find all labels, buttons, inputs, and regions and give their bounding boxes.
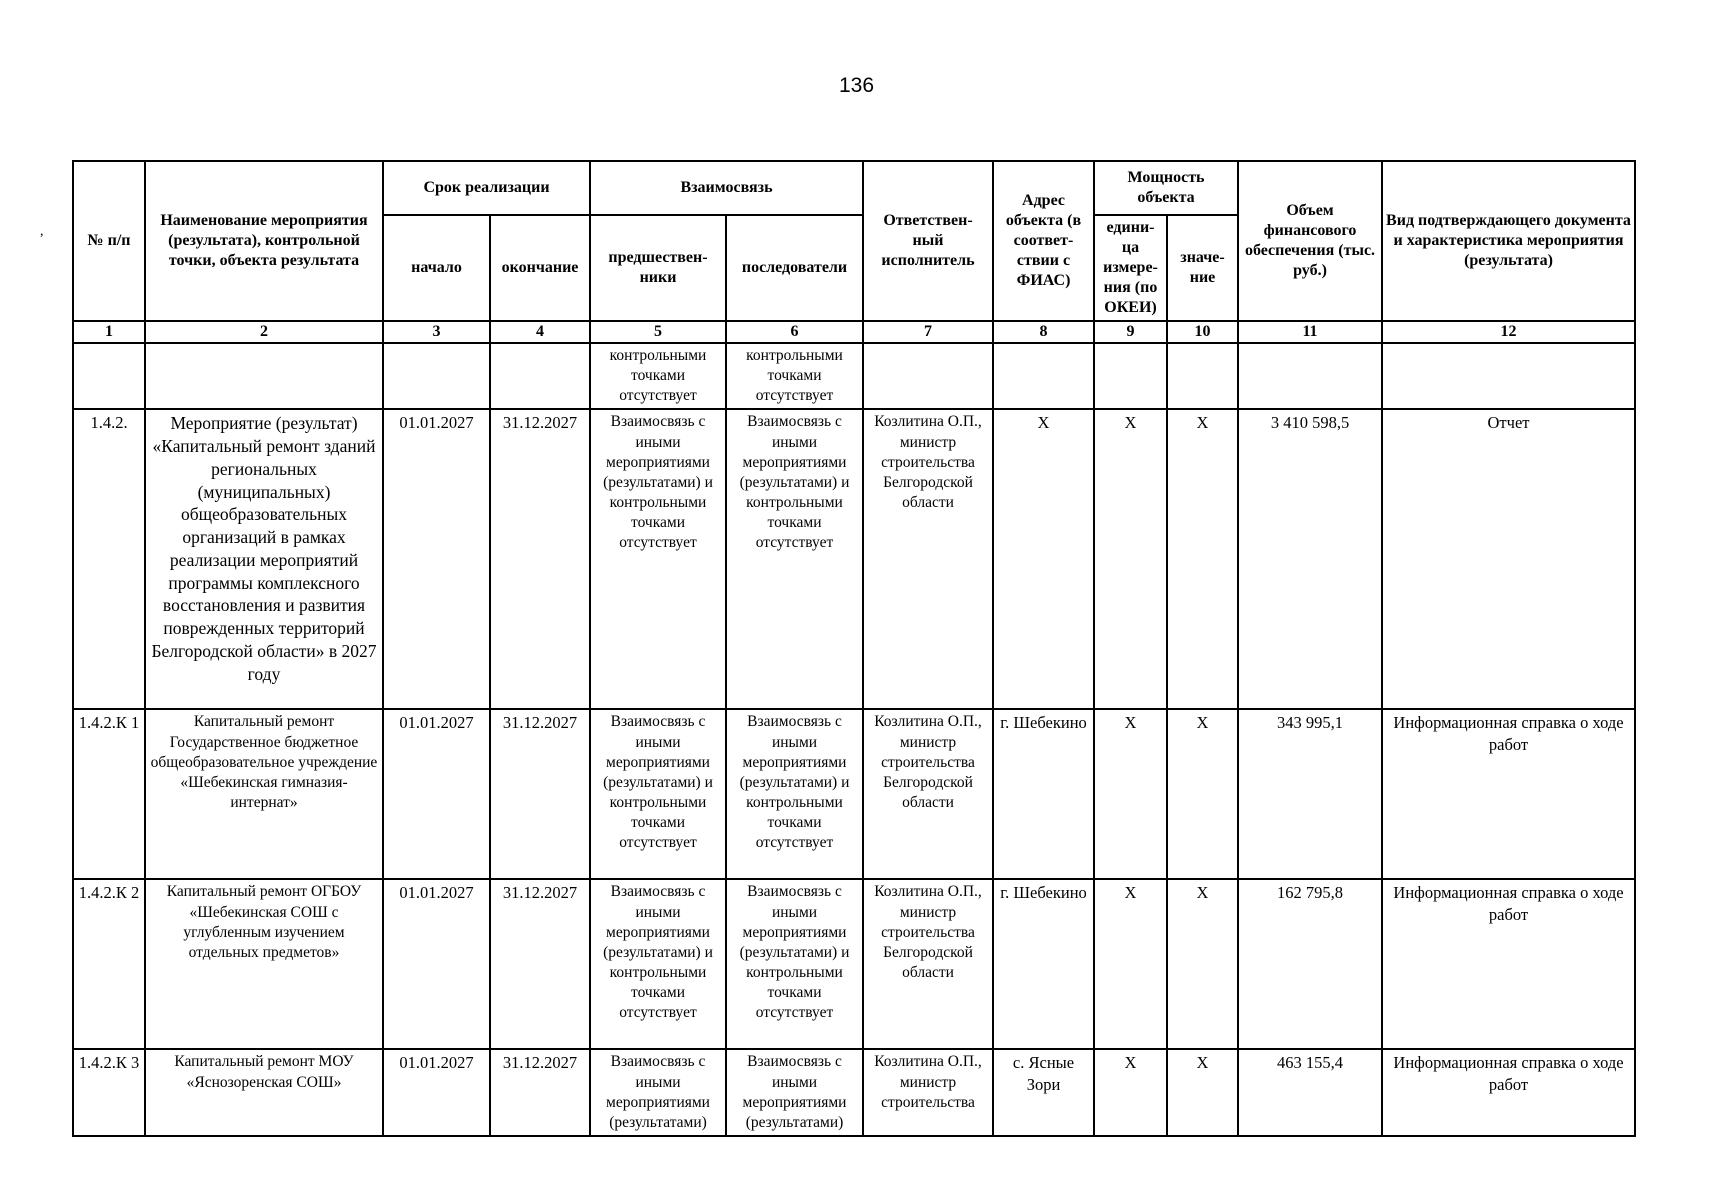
row-document: Отчет (1382, 409, 1635, 709)
row-unit: Х (1094, 1049, 1167, 1136)
row-predecessors: Взаимосвязь с иными мероприятиями (результатами) и контрольными точками отсутствует (590, 409, 726, 709)
header-end: окончание (490, 215, 590, 321)
table-row (73, 409, 1635, 709)
table-row (73, 709, 1635, 879)
table-cell (863, 343, 993, 409)
row-successors: Взаимосвязь с иными мероприятиями (результатами) и контрольными точками отсутствует (726, 709, 863, 879)
row-document: Информационная справка о ходе работ (1382, 1049, 1635, 1136)
row-responsible: Козлитина О.П., министр строительства Белгородской области (863, 409, 993, 709)
column-number: 10 (1167, 321, 1238, 343)
table-cell (383, 343, 490, 409)
successors-cell: контрольными точками отсутствует (726, 343, 863, 409)
row-number: 1.4.2.К 2 (73, 879, 145, 1049)
column-number: 5 (590, 321, 726, 343)
column-number: 8 (993, 321, 1094, 343)
header-unit: едини- ца измере- ния (по ОКЕИ) (1094, 215, 1167, 321)
activities-table (72, 160, 1636, 1137)
header-capacity: Мощность объекта (1094, 161, 1238, 215)
header-row-1 (73, 161, 1635, 215)
column-number-row (73, 321, 1635, 343)
scan-mark: , (40, 224, 44, 239)
continuation-row (73, 343, 1635, 409)
row-responsible: Козлитина О.П., министр строительства Белгородской области (863, 879, 993, 1049)
column-number: 6 (726, 321, 863, 343)
row-start-date: 01.01.2027 (383, 409, 490, 709)
page-number: 136 (838, 74, 875, 97)
row-financing: 3 410 598,5 (1238, 409, 1382, 709)
row-address: Х (993, 409, 1094, 709)
row-predecessors: Взаимосвязь с иными мероприятиями (результатами) (590, 1049, 726, 1136)
row-end-date: 31.12.2027 (490, 1049, 590, 1136)
row-name: Капитальный ремонт Государственное бюджетное общеобразовательное учреждение «Шебекинская гимназия-интернат» (145, 709, 383, 879)
row-successors: Взаимосвязь с иными мероприятиями (результатами) и контрольными точками отсутствует (726, 879, 863, 1049)
table-cell (145, 343, 383, 409)
row-predecessors: Взаимосвязь с иными мероприятиями (результатами) и контрольными точками отсутствует (590, 879, 726, 1049)
row-financing: 343 995,1 (1238, 709, 1382, 879)
table-cell (1382, 343, 1635, 409)
table-cell (993, 343, 1094, 409)
row-value: Х (1167, 709, 1238, 879)
row-unit: Х (1094, 409, 1167, 709)
row-predecessors: Взаимосвязь с иными мероприятиями (результатами) и контрольными точками отсутствует (590, 709, 726, 879)
header-successors: последователи (726, 215, 863, 321)
header-address: Адрес объекта (в соответ- ствии с ФИАС) (993, 161, 1094, 321)
row-end-date: 31.12.2027 (490, 879, 590, 1049)
row-number: 1.4.2.К 3 (73, 1049, 145, 1136)
row-address: г. Шебекино (993, 709, 1094, 879)
predecessors-cell: контрольными точками отсутствует (590, 343, 726, 409)
row-unit: Х (1094, 709, 1167, 879)
column-number: 11 (1238, 321, 1382, 343)
column-number: 2 (145, 321, 383, 343)
table-row (73, 1049, 1635, 1136)
row-number: 1.4.2. (73, 409, 145, 709)
header-start: начало (383, 215, 490, 321)
table-cell (1094, 343, 1167, 409)
header-relation: Взаимосвязь (590, 161, 863, 215)
row-successors: Взаимосвязь с иными мероприятиями (результатами) (726, 1049, 863, 1136)
column-number: 1 (73, 321, 145, 343)
row-name: Капитальный ремонт ОГБОУ «Шебекинская СОШ с углубленным изучением отдельных предметов» (145, 879, 383, 1049)
header-document: Вид подтверждающего документа и характеристика мероприятия (результата) (1382, 161, 1635, 321)
row-value: Х (1167, 879, 1238, 1049)
column-number: 7 (863, 321, 993, 343)
header-responsible: Ответствен- ный исполнитель (863, 161, 993, 321)
row-number: 1.4.2.К 1 (73, 709, 145, 879)
table-row (73, 879, 1635, 1049)
row-start-date: 01.01.2027 (383, 1049, 490, 1136)
table-cell (1238, 343, 1382, 409)
row-end-date: 31.12.2027 (490, 709, 590, 879)
table-cell (73, 343, 145, 409)
table-cell (490, 343, 590, 409)
row-address: г. Шебекино (993, 879, 1094, 1049)
row-document: Информационная справка о ходе работ (1382, 709, 1635, 879)
column-number: 4 (490, 321, 590, 343)
column-number: 12 (1382, 321, 1635, 343)
header-period: Срок реализации (383, 161, 590, 215)
row-responsible: Козлитина О.П., министр строительства (863, 1049, 993, 1136)
header-value: значе- ние (1167, 215, 1238, 321)
header-num: № п/п (73, 161, 145, 321)
row-name: Мероприятие (результат) «Капитальный ремонт зданий региональных (муниципальных) общеобразовательных организаций в рамках реализации мероприятий программы комплексного восстановления и развития поврежденных территорий Белгородской области» в 2027 году (145, 409, 383, 709)
row-start-date: 01.01.2027 (383, 879, 490, 1049)
column-number: 9 (1094, 321, 1167, 343)
row-financing: 162 795,8 (1238, 879, 1382, 1049)
row-start-date: 01.01.2027 (383, 709, 490, 879)
row-end-date: 31.12.2027 (490, 409, 590, 709)
row-unit: Х (1094, 879, 1167, 1049)
column-number: 3 (383, 321, 490, 343)
row-value: Х (1167, 409, 1238, 709)
header-name: Наименование мероприятия (результата), контрольной точки, объекта результата (145, 161, 383, 321)
row-successors: Взаимосвязь с иными мероприятиями (результатами) и контрольными точками отсутствует (726, 409, 863, 709)
table-cell (1167, 343, 1238, 409)
row-value: Х (1167, 1049, 1238, 1136)
header-financing: Объем финансового обеспечения (тыс. руб.) (1238, 161, 1382, 321)
row-name: Капитальный ремонт МОУ «Яснозоренская СОШ» (145, 1049, 383, 1136)
row-document: Информационная справка о ходе работ (1382, 879, 1635, 1049)
row-responsible: Козлитина О.П., министр строительства Белгородской области (863, 709, 993, 879)
row-address: с. Ясные Зори (993, 1049, 1094, 1136)
row-financing: 463 155,4 (1238, 1049, 1382, 1136)
header-predecessors: предшествен- ники (590, 215, 726, 321)
